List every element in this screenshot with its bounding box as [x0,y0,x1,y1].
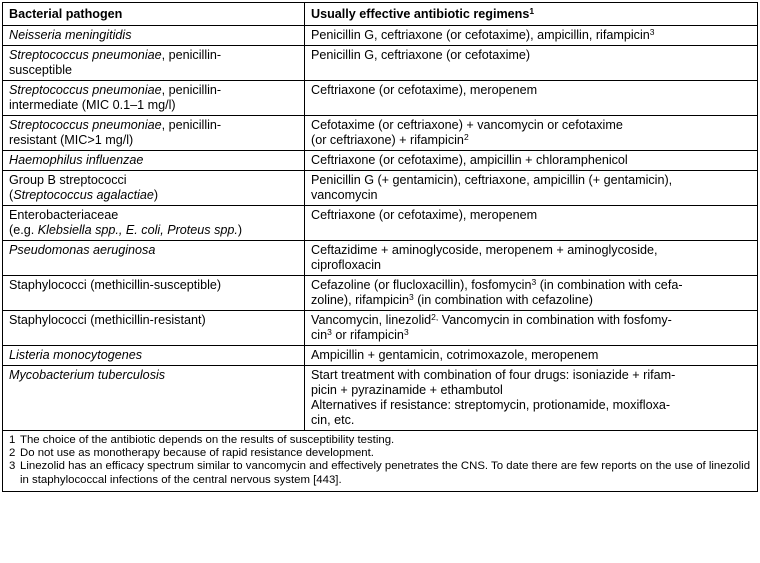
regimen-cell [305,81,758,116]
cell-text: ( [9,188,14,202]
cell-text: Vancomycin in combination with fosfomy- [438,313,672,327]
footnote-ref: 3 [408,291,414,302]
cell-text: intermediate (MIC 0.1–1 mg/l) [9,98,176,112]
footnote-text: Do not use as monotherapy because of rapid resistance development. [20,447,374,460]
cell-text: (or ceftriaxone) + rifampicin [311,133,464,147]
italic-text: Klebsiella spp., E. coli, Proteus spp. [37,223,238,237]
cell-text: Staphylococci (methicillin-susceptible) [9,278,222,292]
table-row [3,241,758,276]
regimen-cell [305,116,758,151]
italic-text: Neisseria meningitidis [9,28,132,42]
regimen-cell [305,276,758,311]
regimen-cell [305,346,758,366]
pathogen-cell [3,171,305,206]
cell-text: Cefotaxime (or ceftriaxone) + vancomycin or cefotaxime [311,118,623,132]
table-row [3,81,758,116]
pathogen-cell [3,116,305,151]
pathogen-cell [3,311,305,346]
cell-text: ciprofloxacin [311,258,381,272]
header-col1-label: Bacterial pathogen [9,7,123,21]
cell-text: Ceftriaxone (or cefotaxime), ampicillin + chloramphenicol [311,153,628,167]
cell-text: , penicillin- [161,48,222,62]
table-body [3,26,758,431]
cell-text: , penicillin- [161,118,222,132]
table-header-row [3,3,758,26]
italic-text: Listeria monocytogenes [9,348,143,362]
cell-text: vancomycin [311,188,378,202]
regimen-cell [305,171,758,206]
table-row [3,151,758,171]
header-antibiotic-regimens [305,3,758,26]
pathogen-cell [3,206,305,241]
table-row [3,171,758,206]
table-row [3,206,758,241]
regimen-cell [305,46,758,81]
cell-text: Ampicillin + gentamicin, cotrimoxazole, meropenem [311,348,599,362]
regimen-cell [305,206,758,241]
pathogen-cell [3,276,305,311]
cell-text: Cefazoline (or flucloxacillin), fosfomycin [311,278,532,292]
footnote-item [9,447,753,460]
regimen-cell [305,366,758,431]
cell-text: Ceftriaxone (or cefotaxime), meropenem [311,208,538,222]
italic-text: Streptococcus pneumoniae [9,83,162,97]
pathogen-cell [3,241,305,276]
cell-text: Alternatives if resistance: streptomycin, protionamide, moxifloxa- [311,398,671,412]
table-row [3,276,758,311]
footnote-item [9,434,753,447]
header-bacterial-pathogen [3,3,305,26]
cell-text: Penicillin G (+ gentamicin), ceftriaxone, ampicillin (+ gentamicin), [311,173,673,187]
cell-text: cin [311,328,328,342]
italic-text: Haemophilus influenzae [9,153,144,167]
footnote-ref: 2, [431,311,439,322]
regimen-cell [305,151,758,171]
cell-text: , penicillin- [161,83,222,97]
regimen-cell [305,311,758,346]
table-row [3,366,758,431]
italic-text: Streptococcus pneumoniae [9,48,162,62]
footnote-ref: 3 [649,26,655,37]
pathogen-cell [3,366,305,431]
table-row [3,26,758,46]
cell-text: Ceftriaxone (or cefotaxime), meropenem [311,83,538,97]
table-row [3,116,758,151]
cell-text: picin + pyrazinamide + ethambutol [311,383,503,397]
footnotes-row [3,431,758,492]
cell-text: Start treatment with combination of four drugs: isoniazide + rifam- [311,368,676,382]
cell-text: Staphylococci (methicillin-resistant) [9,313,206,327]
cell-text: Penicillin G, ceftriaxone (or cefotaxime), ampicillin, rifampicin [311,28,650,42]
footnotes-cell [3,431,758,492]
footnote-text: The choice of the antibiotic depends on the results of susceptibility testing. [20,434,395,446]
table-row [3,346,758,366]
cell-text: Penicillin G, ceftriaxone (or cefotaxime) [311,48,531,62]
footnote-ref: 3 [531,276,537,287]
footnote-item [9,460,753,486]
footnote-ref: 3 [403,326,409,337]
footnote-number: 2 [9,447,16,460]
antibiotic-table-container [2,2,757,492]
footnote-number: 3 [9,460,16,473]
footnote-ref: 3 [327,326,332,337]
cell-text: or rifampicin [331,328,404,342]
italic-text: Streptococcus pneumoniae [9,118,162,132]
italic-text: Mycobacterium tuberculosis [9,368,166,382]
pathogen-cell [3,26,305,46]
cell-text: susceptible [9,63,73,77]
italic-text: Streptococcus agalactiae [13,188,154,202]
cell-text: cin, etc. [311,413,355,427]
italic-text: Pseudomonas aeruginosa [9,243,156,257]
pathogen-cell [3,346,305,366]
cell-text: (in combination with cefa- [536,278,683,292]
regimen-cell [305,26,758,46]
cell-text: Ceftazidime + aminoglycoside, meropenem + aminoglycoside, [311,243,658,257]
pathogen-cell [3,151,305,171]
cell-text: (e.g. [9,223,38,237]
header-col2-label: Usually effective antibiotic regimens [311,7,530,21]
cell-text: ) [237,223,243,237]
pathogen-cell [3,46,305,81]
table-row [3,311,758,346]
antibiotic-regimens-table [2,2,758,492]
cell-text: zoline), rifampicin [311,293,409,307]
cell-text: Group B streptococci [9,173,127,187]
footnote-ref: 2 [463,131,469,142]
cell-text: ) [153,188,159,202]
cell-text: (in combination with cefazoline) [413,293,593,307]
footnote-number: 1 [9,434,16,446]
footnote-text: Linezolid has an efficacy spectrum similar to vancomycin and effectively penetrates the CNS. To date there are few reports on the use of linezolid in staphylococcal infections of the central nervous system [443]. [20,460,751,486]
pathogen-cell [3,81,305,116]
table-row [3,46,758,81]
header-footnote-ref: 1 [529,5,535,16]
cell-text: resistant (MIC>1 mg/l) [9,133,134,147]
regimen-cell [305,241,758,276]
cell-text: Vancomycin, linezolid [311,313,432,327]
cell-text: Enterobacteriaceae [9,208,119,222]
